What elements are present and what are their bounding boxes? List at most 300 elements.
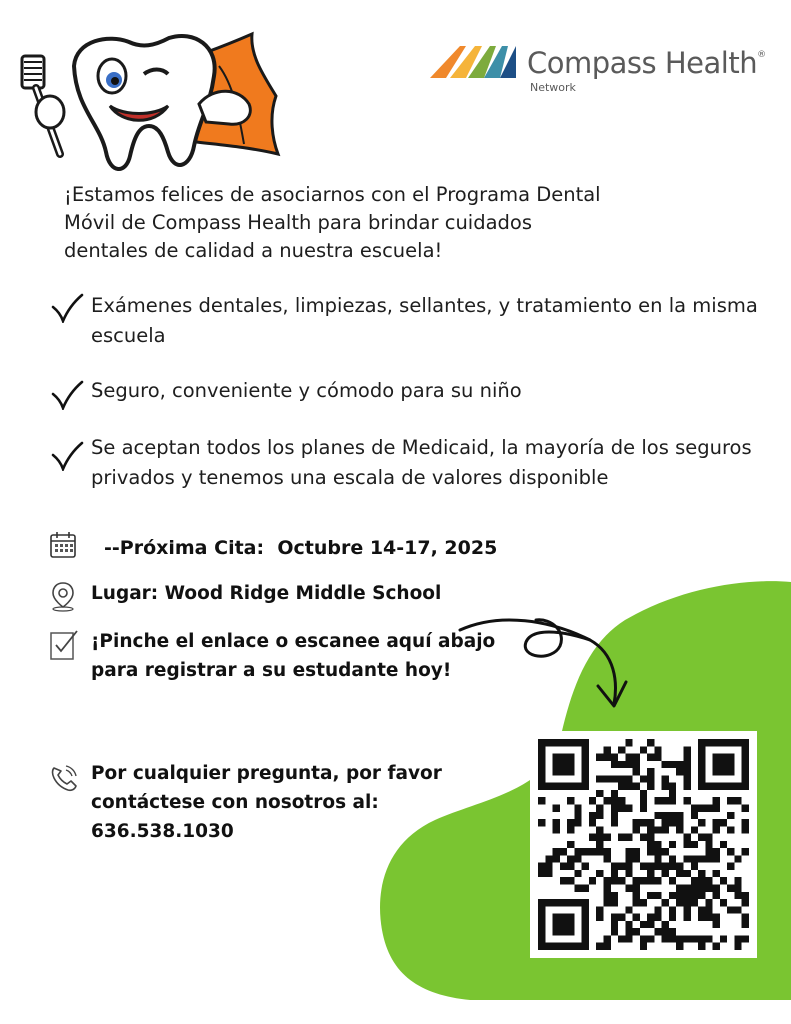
qr-module [589, 834, 596, 841]
qr-module [691, 935, 698, 942]
compass-health-logo [430, 42, 520, 90]
qr-module [669, 855, 676, 862]
qr-module [669, 892, 676, 899]
qr-module [713, 754, 720, 761]
qr-module [662, 899, 669, 906]
qr-module [574, 812, 581, 819]
qr-module [727, 826, 734, 833]
qr-module [640, 834, 647, 841]
qr-module [611, 812, 618, 819]
qr-module [625, 885, 632, 892]
qr-module [698, 877, 705, 884]
qr-module [553, 914, 560, 921]
qr-module [567, 761, 574, 768]
location-text: Lugar: Wood Ridge Middle School [91, 583, 442, 604]
qr-module [625, 834, 632, 841]
qr-module [676, 761, 683, 768]
qr-module [684, 768, 691, 775]
qr-module [742, 819, 749, 826]
qr-module [705, 935, 712, 942]
qr-module [603, 754, 610, 761]
qr-module [618, 804, 625, 811]
qr-module [582, 899, 589, 906]
qr-module [633, 855, 640, 862]
qr-module [553, 855, 560, 862]
qr-module [596, 834, 603, 841]
qr-module [567, 863, 574, 870]
qr-module [647, 935, 654, 942]
qr-module [713, 783, 720, 790]
qr-module [574, 943, 581, 950]
qr-module [727, 812, 734, 819]
qr-module [560, 914, 567, 921]
qr-module [720, 899, 727, 906]
qr-module [742, 921, 749, 928]
qr-module [727, 761, 734, 768]
qr-module [742, 746, 749, 753]
qr-module [676, 768, 683, 775]
qr-module [611, 928, 618, 935]
qr-module [567, 826, 574, 833]
qr-module [669, 790, 676, 797]
qr-module [742, 826, 749, 833]
qr-module [647, 914, 654, 921]
contact-text [91, 759, 442, 846]
qr-module [669, 812, 676, 819]
qr-module [662, 797, 669, 804]
qr-module [662, 783, 669, 790]
qr-module [684, 783, 691, 790]
qr-module [567, 783, 574, 790]
qr-module [662, 921, 669, 928]
qr-module [625, 935, 632, 942]
qr-module [684, 754, 691, 761]
qr-module [618, 761, 625, 768]
qr-module [647, 892, 654, 899]
qr-module [698, 935, 705, 942]
qr-module [654, 841, 661, 848]
qr-module [611, 761, 618, 768]
bullet-text [91, 376, 771, 406]
qr-module [560, 928, 567, 935]
checkmark-icon [50, 441, 84, 471]
qr-module [705, 834, 712, 841]
qr-module [684, 935, 691, 942]
qr-module [625, 863, 632, 870]
qr-module [633, 783, 640, 790]
qr-module [560, 768, 567, 775]
qr-module [545, 783, 552, 790]
qr-module [618, 746, 625, 753]
qr-module [647, 826, 654, 833]
qr-module [734, 783, 741, 790]
qr-module [553, 754, 560, 761]
qr-module [647, 754, 654, 761]
qr-module [574, 783, 581, 790]
qr-module [676, 935, 683, 942]
qr-module [654, 848, 661, 855]
qr-module [538, 819, 545, 826]
contact-phone[interactable]: 636.538.1030 [91, 821, 234, 842]
qr-module [662, 870, 669, 877]
qr-module [654, 863, 661, 870]
qr-module [727, 768, 734, 775]
qr-module [647, 775, 654, 782]
qr-module [705, 783, 712, 790]
qr-module [742, 761, 749, 768]
qr-module [611, 863, 618, 870]
qr-module [676, 826, 683, 833]
qr-module [625, 906, 632, 913]
qr-module [582, 914, 589, 921]
qr-module [611, 790, 618, 797]
qr-module [698, 783, 705, 790]
qr-module [705, 848, 712, 855]
qr-module [603, 935, 610, 942]
qr-module [713, 870, 720, 877]
qr-module [669, 797, 676, 804]
qr-module [742, 892, 749, 899]
qr-module [662, 928, 669, 935]
qr-module [603, 899, 610, 906]
qr-module [596, 841, 603, 848]
qr-module [582, 928, 589, 935]
qr-module [603, 797, 610, 804]
qr-module [553, 826, 560, 833]
qr-module [640, 863, 647, 870]
qr-module [553, 739, 560, 746]
qr-module [538, 921, 545, 928]
qr-module [582, 921, 589, 928]
qr-module [553, 768, 560, 775]
qr-module [582, 935, 589, 942]
brand-name: Compass Health® [527, 46, 766, 80]
qr-module [691, 855, 698, 862]
qr-module [596, 804, 603, 811]
qr-module [574, 848, 581, 855]
qr-module [582, 783, 589, 790]
qr-module [684, 797, 691, 804]
qr-module [713, 739, 720, 746]
qr-module [698, 914, 705, 921]
qr-module [596, 754, 603, 761]
qr-module [596, 906, 603, 913]
qr-module [734, 797, 741, 804]
qr-module [596, 943, 603, 950]
qr-module [582, 863, 589, 870]
qr-module [647, 921, 654, 928]
qr-module [625, 921, 632, 928]
qr-module [618, 877, 625, 884]
qr-module [727, 885, 734, 892]
qr-module [589, 812, 596, 819]
qr-module [691, 841, 698, 848]
qr-module [698, 761, 705, 768]
qr-module [625, 783, 632, 790]
qr-module [538, 761, 545, 768]
qr-module [742, 783, 749, 790]
qr-module [676, 899, 683, 906]
qr-module [574, 899, 581, 906]
appointment-line [104, 534, 497, 563]
qr-module [669, 914, 676, 921]
qr-module [669, 906, 676, 913]
qr-module [734, 739, 741, 746]
qr-module [560, 921, 567, 928]
qr-module [611, 870, 618, 877]
qr-module [625, 928, 632, 935]
register-line: para registrar a su estudante hoy! [91, 660, 452, 681]
qr-module [669, 877, 676, 884]
qr-module [596, 914, 603, 921]
qr-module [560, 848, 567, 855]
qr-module [582, 754, 589, 761]
qr-module [705, 855, 712, 862]
intro-paragraph [64, 181, 664, 265]
qr-module [713, 885, 720, 892]
qr-module [698, 943, 705, 950]
qr-module [713, 768, 720, 775]
qr-module [633, 877, 640, 884]
qr-module [647, 819, 654, 826]
qr-module [691, 804, 698, 811]
qr-module [684, 906, 691, 913]
qr-module [603, 892, 610, 899]
qr-module [647, 783, 654, 790]
qr-module [596, 870, 603, 877]
qr-module [553, 921, 560, 928]
qr-module [611, 914, 618, 921]
qr-module [684, 892, 691, 899]
qr-module [603, 943, 610, 950]
qr-module [676, 885, 683, 892]
qr-module [633, 914, 640, 921]
qr-module [720, 768, 727, 775]
qr-module [603, 885, 610, 892]
qr-module [603, 855, 610, 862]
bullet-text [91, 291, 771, 351]
qr-module [684, 899, 691, 906]
qr-module [560, 761, 567, 768]
qr-module [640, 746, 647, 753]
qr-module [574, 819, 581, 826]
qr-module [705, 841, 712, 848]
qr-module [647, 841, 654, 848]
qr-module [553, 848, 560, 855]
qr-module [669, 783, 676, 790]
qr-module [662, 935, 669, 942]
qr-module [567, 797, 574, 804]
qr-module [567, 841, 574, 848]
registered-mark: ® [757, 50, 766, 60]
qr-module [676, 892, 683, 899]
qr-module [691, 899, 698, 906]
qr-module [596, 812, 603, 819]
qr-module [582, 885, 589, 892]
qr-module [640, 790, 647, 797]
intro-line: Móvil de Compass Health para brindar cuidados [64, 211, 533, 234]
qr-module [684, 775, 691, 782]
qr-module [538, 935, 545, 942]
qr-module [662, 775, 669, 782]
qr-module [625, 775, 632, 782]
register-text [91, 627, 495, 685]
qr-module [669, 761, 676, 768]
bullet-item [50, 376, 770, 410]
qr-module [633, 848, 640, 855]
qr-module [669, 841, 676, 848]
qr-module [640, 899, 647, 906]
qr-module [684, 885, 691, 892]
qr-module [720, 935, 727, 942]
qr-module [538, 775, 545, 782]
qr-module [538, 739, 545, 746]
curved-arrow-icon [440, 602, 640, 714]
qr-module [538, 797, 545, 804]
qr-module [684, 761, 691, 768]
qr-module [618, 783, 625, 790]
qr-module [582, 848, 589, 855]
qr-module [705, 877, 712, 884]
qr-module [611, 892, 618, 899]
qr-module [553, 819, 560, 826]
qr-module [734, 935, 741, 942]
qr-module [545, 855, 552, 862]
qr-module [647, 863, 654, 870]
appointment-date: Octubre 14-17, 2025 [277, 537, 498, 559]
qr-module [727, 739, 734, 746]
qr-module [582, 746, 589, 753]
phone-icon [48, 762, 80, 794]
bullet-item [50, 433, 770, 497]
registration-qr-code[interactable] [538, 739, 749, 950]
qr-module [633, 899, 640, 906]
qr-module [698, 906, 705, 913]
qr-module [713, 804, 720, 811]
qr-module [640, 921, 647, 928]
qr-module [582, 775, 589, 782]
qr-module [611, 754, 618, 761]
contact-line: contáctese con nosotros al: [91, 792, 379, 813]
qr-module [589, 848, 596, 855]
bullet-line: Seguro, conveniente y cómodo para su niño [91, 379, 522, 402]
qr-module [684, 855, 691, 862]
qr-module [633, 819, 640, 826]
qr-module [538, 870, 545, 877]
qr-module [633, 754, 640, 761]
qr-module [589, 797, 596, 804]
bullet-line: escuela [91, 324, 166, 347]
qr-module [713, 892, 720, 899]
qr-module [625, 761, 632, 768]
bullet-line: Se aceptan todos los planes de Medicaid, la mayoría de los seguros [91, 436, 752, 459]
qr-module [698, 804, 705, 811]
qr-module [742, 775, 749, 782]
qr-module [654, 877, 661, 884]
qr-module [640, 775, 647, 782]
qr-module [654, 906, 661, 913]
qr-module [684, 834, 691, 841]
bullet-line: privados y tenemos una escala de valores disponible [91, 466, 609, 489]
qr-module [560, 739, 567, 746]
qr-module [654, 914, 661, 921]
intro-line: ¡Estamos felices de asociarnos con el Programa Dental [64, 183, 601, 206]
qr-module [538, 754, 545, 761]
qr-module [560, 877, 567, 884]
qr-module [545, 899, 552, 906]
bullet-item [50, 291, 770, 355]
qr-module [625, 754, 632, 761]
qr-module [538, 863, 545, 870]
qr-module [713, 761, 720, 768]
qr-module [705, 906, 712, 913]
qr-module [705, 899, 712, 906]
qr-module [713, 921, 720, 928]
qr-module [603, 775, 610, 782]
qr-module [705, 914, 712, 921]
qr-module [713, 819, 720, 826]
qr-module [698, 885, 705, 892]
qr-module [734, 855, 741, 862]
qr-module [676, 863, 683, 870]
checkmark-icon [50, 293, 84, 323]
qr-module [654, 855, 661, 862]
qr-module [676, 819, 683, 826]
qr-module [633, 892, 640, 899]
qr-module [654, 826, 661, 833]
qr-module [654, 892, 661, 899]
qr-module [582, 943, 589, 950]
qr-module [538, 928, 545, 935]
qr-module [727, 797, 734, 804]
qr-module [582, 761, 589, 768]
qr-module [647, 877, 654, 884]
bullet-line: Exámenes dentales, limpiezas, sellantes, y tratamiento en la misma [91, 294, 758, 317]
qr-module [734, 885, 741, 892]
qr-module [596, 848, 603, 855]
brand-subname: Network [530, 81, 576, 94]
qr-module [727, 783, 734, 790]
qr-module [589, 877, 596, 884]
qr-module [698, 819, 705, 826]
qr-module [734, 877, 741, 884]
qr-module [662, 761, 669, 768]
qr-module [705, 804, 712, 811]
qr-module [567, 899, 574, 906]
qr-module [567, 921, 574, 928]
qr-module [734, 943, 741, 950]
intro-line: dentales de calidad a nuestra escuela! [64, 239, 443, 262]
qr-module [684, 870, 691, 877]
qr-module [574, 870, 581, 877]
qr-module [742, 899, 749, 906]
qr-module [647, 739, 654, 746]
qr-module [720, 841, 727, 848]
qr-module [742, 768, 749, 775]
qr-module [676, 812, 683, 819]
appointment-label: --Próxima Cita: [104, 537, 265, 559]
qr-module [560, 943, 567, 950]
qr-module [574, 804, 581, 811]
qr-module [603, 746, 610, 753]
qr-module [676, 943, 683, 950]
qr-module [742, 848, 749, 855]
qr-module [698, 754, 705, 761]
qr-module [633, 826, 640, 833]
qr-module [553, 943, 560, 950]
qr-module [640, 797, 647, 804]
qr-module [662, 863, 669, 870]
